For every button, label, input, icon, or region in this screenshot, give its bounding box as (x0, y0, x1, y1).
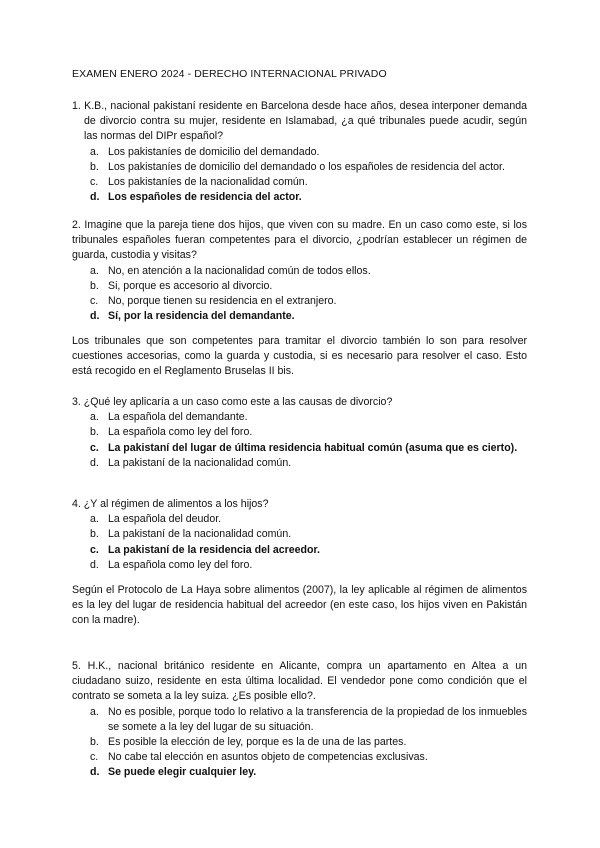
question-4-option-c[interactable]: c. La pakistaní de la residencia del acreedor. (90, 543, 320, 556)
page-title: EXAMEN ENERO 2024 - DERECHO INTERNACIONAL PRIVADO (72, 68, 387, 80)
question-5-option-a[interactable]: a. No es posible, porque todo lo relativo a la transferencia de la propiedad de los inmuebles se somete a la ley del lugar de su situación. (90, 705, 527, 733)
question-2-option-b[interactable]: b. Si, porque es accesorio al divorcio. (90, 279, 273, 292)
question-4-options (72, 512, 527, 573)
question-5-stem: 5. H.K., nacional británico residente en Alicante, compra un apartamento en Altea a un ciudadano suizo, residente en esta última localidad. El vendedor pone como condición que el contrato se someta a la ley suiza. ¿Es posible ello?. (72, 660, 527, 703)
question-3-option-c[interactable]: c. La pakistaní del lugar de última residencia habitual común (asuma que es cierto). (90, 441, 518, 454)
question-1-option-b[interactable]: b. Los pakistaníes de domicilio del demandado o los españoles de residencia del actor. (90, 160, 505, 173)
question-1-options (72, 145, 527, 206)
question-4-stem: 4. ¿Y al régimen de alimentos a los hijos? (72, 498, 269, 510)
question-3-options (72, 410, 527, 471)
question-2-option-c[interactable]: c. No, porque tienen su residencia en el extranjero. (90, 295, 337, 308)
question-3-option-a[interactable]: a. La española del demandante. (90, 411, 248, 424)
question-5-option-d[interactable]: d. Se puede elegir cualquier ley. (90, 766, 257, 779)
question-4-option-b[interactable]: b. La pakistaní de la nacionalidad común. (90, 528, 292, 541)
question-1 (72, 99, 527, 205)
question-1-stem: 1. K.B., nacional pakistaní residente en Barcelona desde hace años, desea interponer demanda de divorcio contra su mujer, residente en Islamabad, ¿a qué tribunales puede acudir, según las normas del DIPr español? (72, 100, 527, 143)
question-1-option-a[interactable]: a. Los pakistaníes de domicilio del demandado. (90, 145, 320, 158)
question-2-option-a[interactable]: a. No, en atención a la nacionalidad común de todos ellos. (90, 264, 371, 277)
question-4-option-a[interactable]: a. La española del deudor. (90, 513, 222, 526)
question-4-option-d[interactable]: d. La española como ley del foro. (90, 558, 253, 571)
question-3-option-b[interactable]: b. La española como ley del foro. (90, 426, 253, 439)
answer-note-4: Según el Protocolo de La Haya sobre alimentos (2007), la ley aplicable al régimen de alimentos es la ley del lugar de residencia habitual del acreedor (en este caso, los hijos viven en Pakistán con la madre). (72, 584, 527, 627)
question-4 (72, 497, 527, 573)
question-5-option-c[interactable]: c. No cabe tal elección en asuntos objeto de competencias exclusivas. (90, 751, 428, 764)
question-5-option-b[interactable]: b. Es posible la elección de ley, porque es la de una de las partes. (90, 736, 407, 749)
question-3-stem: 3. ¿Qué ley aplicaría a un caso como este a las causas de divorcio? (72, 396, 393, 408)
question-5 (72, 659, 527, 781)
question-1-option-d[interactable]: d. Los españoles de residencia del actor. (90, 191, 302, 204)
question-5-options (72, 705, 527, 781)
answer-note-2: Los tribunales que son competentes para tramitar el divorcio también lo son para resolver cuestiones accesorias, como la guarda y custodia, si es necesario para resolver el caso. Esto está recogido en el Reglamento Bruselas II bis. (72, 335, 527, 378)
question-2-stem: 2. Imagine que la pareja tiene dos hijos, que viven con su madre. En un caso como este, si los tribunales españoles fueran competentes para el divorcio, ¿podrían establecer un régimen de guarda, custodia y visitas? (72, 219, 527, 262)
question-3-option-d[interactable]: d. La pakistaní de la nacionalidad común. (90, 456, 292, 469)
question-2 (72, 218, 527, 324)
question-2-option-d[interactable]: d. Sí, por la residencia del demandante. (90, 310, 295, 323)
question-3 (72, 395, 527, 471)
question-2-options (72, 264, 527, 325)
question-1-option-c[interactable]: c. Los pakistaníes de la nacionalidad común. (90, 176, 308, 189)
